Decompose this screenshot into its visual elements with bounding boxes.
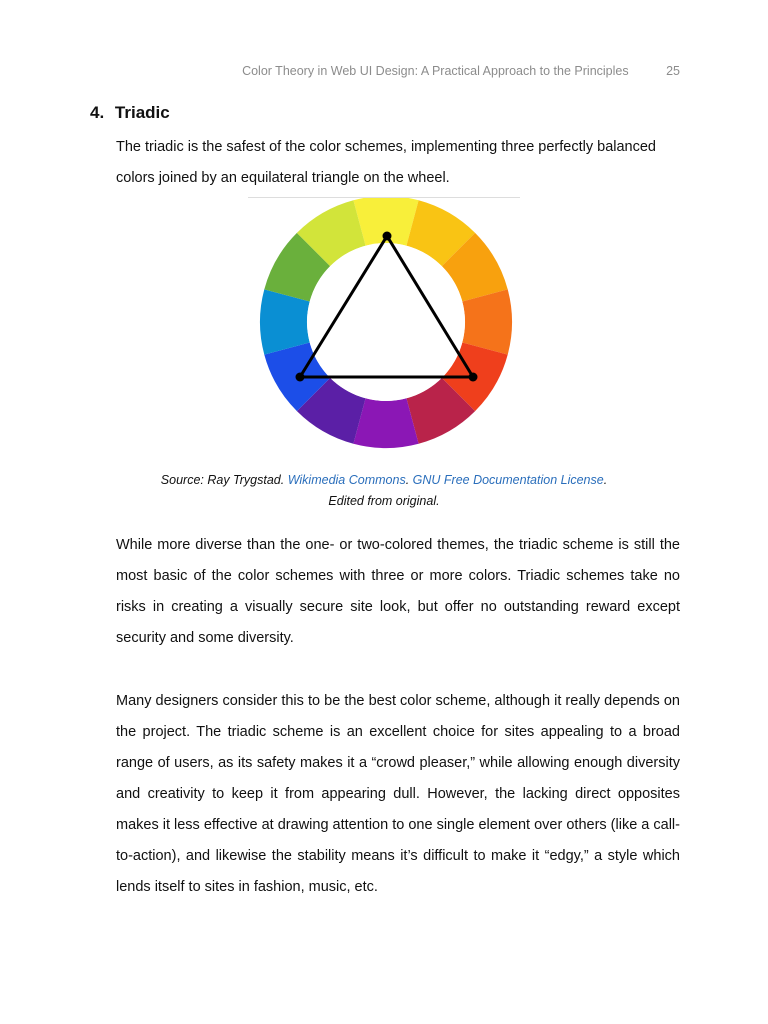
triangle-vertex-dot: [296, 373, 305, 382]
page-number: 25: [666, 64, 680, 78]
color-wheel-image: [248, 198, 520, 456]
body-paragraph-2: Many designers consider this to be the best color scheme, although it really depends on the project. The triadic scheme is an excellent choice for sites appealing to a broad range of users, as its safety makes it a “crowd pleaser,” while allowing enough diversity and creativity to keep it from appearing dull. However, the lacking direct opposites makes it less effective at drawing attention to one single element over others (like a call-to-action), and likewise the stability means it’s difficult to make it “edgy,” a style which lends itself to sites in fashion, music, etc.: [116, 693, 680, 895]
section-title: Triadic: [114, 103, 170, 122]
intro-paragraph: The triadic is the safest of the color schemes, implementing three perfectly balanced colors joined by an equilateral triangle on the wheel.: [116, 139, 656, 186]
section-number: 4.: [90, 103, 105, 122]
triangle-vertex-dot: [469, 373, 478, 382]
caption-source: Source: Ray Trygstad.: [160, 473, 285, 487]
caption-separator: .: [405, 473, 410, 487]
section-heading: [90, 103, 170, 123]
caption-end: .: [603, 473, 608, 487]
gfdl-license-link[interactable]: GNU Free Documentation License: [412, 473, 604, 487]
header-title: Color Theory in Web UI Design: A Practical Approach to the Principles: [242, 64, 629, 78]
caption-line-1: [0, 470, 768, 491]
caption-line-2: Edited from original.: [328, 494, 440, 508]
body-paragraph-1: While more diverse than the one- or two-colored themes, the triadic scheme is still the most basic of the color schemes with three or more colors. Triadic schemes take no risks in creating a visually secure site look, but offer no outstanding reward except security and some diversity.: [116, 537, 680, 646]
running-header: [0, 64, 680, 78]
wikimedia-commons-link[interactable]: Wikimedia Commons: [287, 473, 406, 487]
figure-caption: [0, 470, 768, 512]
color-wheel-figure: [248, 197, 520, 456]
triangle-vertex-dot: [383, 232, 392, 241]
